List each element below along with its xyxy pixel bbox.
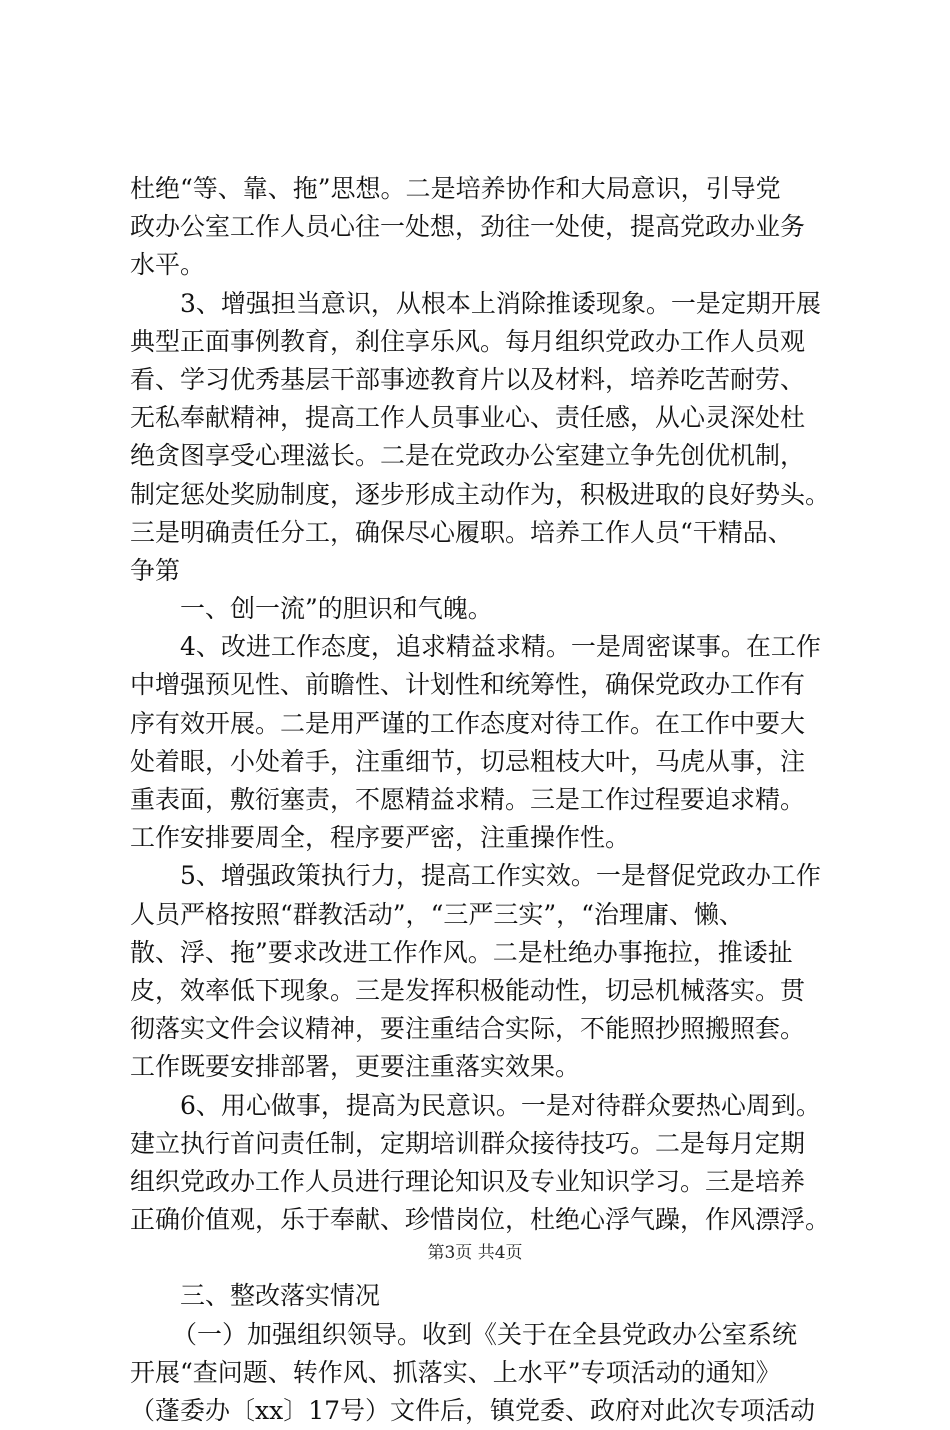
body-line: 典型正面事例教育，刹住享乐风。每月组织党政办工作人员观 bbox=[130, 326, 806, 356]
body-line: 三是明确责任分工，确保尽心履职。培养工作人员“干精品、 bbox=[130, 517, 793, 547]
body-line: 无私奉献精神，提高工作人员事业心、责任感，从心灵深处杜 bbox=[130, 403, 806, 433]
body-line: 重表面，敷衍塞责，不愿精益求精。三是工作过程要追求精。 bbox=[130, 785, 806, 814]
body-line: 彻落实文件会议精神，要注重结合实际，不能照抄照搬照套。 bbox=[130, 1014, 806, 1044]
body-line: 序有效开展。二是用严谨的工作态度对待工作。在工作中要大 bbox=[130, 708, 806, 738]
body-line: 制定惩处奖励制度，逐步形成主动作为，积极进取的良好势头。 bbox=[130, 479, 831, 509]
body-line: 绝贪图享受心理滋长。二是在党政办公室建立争先创优机制， bbox=[130, 441, 806, 471]
body-line: 看、学习优秀基层干部事迹教育片以及材料，培养吃苦耐劳、 bbox=[130, 364, 806, 394]
body-line: 散、浮、拖”要求改进工作作风。二是杜绝办事拖拉，推诿扯 bbox=[130, 937, 793, 967]
body-line: 工作既要安排部署，更要注重落实效果。 bbox=[130, 1052, 581, 1082]
section-heading: 三、整改落实情况 bbox=[180, 1281, 381, 1311]
body-line: 5、增强政策执行力，提高工作实效。一是督促党政办工作 bbox=[180, 861, 821, 891]
body-line: 开展“查问题、转作风、抓落实、上水平”专项活动的通知》 bbox=[130, 1357, 781, 1387]
body-line: 杜绝“等、靠、拖”思想。二是培养协作和大局意识，引导党 bbox=[130, 174, 781, 203]
body-line: （蓬委办〔xx〕17号）文件后，镇党委、政府对此次专项活动 bbox=[130, 1396, 816, 1425]
body-line: 政办公室工作人员心往一处想，劲往一处使，提高党政办业务 bbox=[130, 212, 806, 242]
body-line: 3、增强担当意识，从根本上消除推诿现象。一是定期开展 bbox=[180, 288, 821, 318]
body-line: 人员严格按照“群教活动”，“三严三实”，“治理庸、懒、 bbox=[130, 899, 744, 929]
body-line: 组织党政办工作人员进行理论知识及专业知识学习。三是培养 bbox=[130, 1166, 806, 1196]
body-line: （一）加强组织领导。收到《关于在全县党政办公室系统 bbox=[172, 1319, 798, 1349]
body-line: 6、用心做事，提高为民意识。一是对待群众要热心周到。 bbox=[180, 1090, 821, 1120]
body-line: 处着眼，小处着手，注重细节，切忌粗枝大叶，马虎从事，注 bbox=[130, 746, 806, 776]
body-line: 争第 bbox=[130, 555, 181, 585]
page-footer: 第3页 共4页 bbox=[427, 1243, 523, 1263]
body-line: 4、改进工作态度，追求精益求精。一是周密谋事。在工作 bbox=[180, 632, 821, 662]
body-line: 皮，效率低下现象。三是发挥积极能动性，切忌机械落实。贯 bbox=[130, 975, 806, 1005]
body-line: 一、创一流”的胆识和气魄。 bbox=[180, 594, 493, 624]
body-line: 水平。 bbox=[130, 250, 206, 280]
body-line: 中增强预见性、前瞻性、计划性和统筹性，确保党政办工作有 bbox=[130, 670, 806, 700]
body-line: 工作安排要周全，程序要严密，注重操作性。 bbox=[130, 823, 631, 853]
body-line: 正确价值观，乐于奉献、珍惜岗位，杜绝心浮气躁，作风漂浮。 bbox=[130, 1205, 831, 1235]
body-line: 建立执行首问责任制，定期培训群众接待技巧。二是每月定期 bbox=[130, 1128, 806, 1158]
